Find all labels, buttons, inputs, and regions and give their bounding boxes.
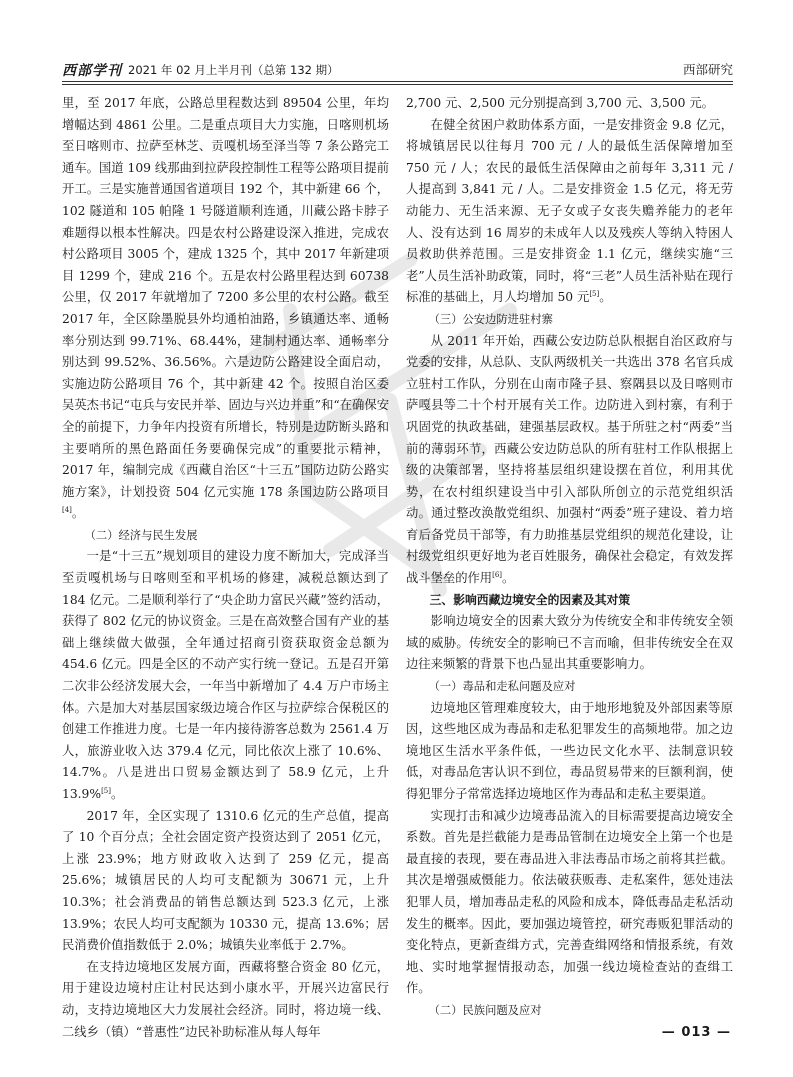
body-paragraph (406, 93, 733, 115)
paragraph-end: 。 (599, 290, 612, 305)
subsection-heading (406, 309, 733, 331)
paragraph-text: 一是“十三五”规划项目的建设力度不断加大，完成泽当至贡嘎机场与日喀则至和平机场的修建，减税总额达到了 184 亿元。二是顺利举行了“央企助力富民兴藏”签约活动，获得了 802 亿元的协议资金。三是在高效整合国有产业的基础上继续做大做强，全年通过招商引资获取资金总额为 454.6 亿元。四是全区的不动产实行统一登记。五是召开第二次非公经济发展大会，一年当中新增加了 4.4 万户市场主体。六是加大对基层国家级边境合作区与拉萨综合保税区的创建工作推进力度。七是一年内接待游客总数为 2561.4 万人，旅游业收入达 379.4 亿元，同比依次上涨了 10.6%、14.7%。八是进出口贸易金额达到了 58.9 亿元，上升 13.9% (62, 549, 389, 801)
issue-info: 2021 年 02 月上半月刊（总第 132 期） (128, 63, 339, 77)
paragraph-text: 从 2011 年开始，西藏公安边防总队根据自治区政府与党委的安排，从总队、支队两级机关一共选出 378 名官兵成立驻村工作队，分别在山南市隆子县、察隅县以及日喀则市萨嘎县等二十个村开展有关工作。边防进入到村寨，有利于巩固党的执政基础，建强基层政权。基于所驻之村“两委”当前的薄弱环节，西藏公安边防总队的所有驻村工作队根据上级的决策部署，坚持将基层组织建设摆在首位，利用其优势，在农村组织建设当中引入部队所创立的示范党组织活动。通过整改涣散党组织、加强村“两委”班子建设、着力培育后备党员干部等，有力助推基层党组织的规范化建设，让村级党组织更好地为老百姓服务，确保社会稳定，有效发挥战斗堡垒的作用 (406, 333, 733, 586)
body-paragraph (406, 611, 733, 676)
paragraph-text: 边境地区管理难度较大，由于地形地貌及外部因素等原因，这些地区成为毒品和走私犯罪发生的高频地带。加之边境地区生活水平条件低，一些边民文化水平、法制意识较低，对毒品危害认识不到位，毒品贸易带来的巨额利润，使得犯罪分子常常选择边境地区作为毒品和走私主要渠道。 (406, 700, 733, 801)
paragraph-text: （三）公安边防进驻村寨 (428, 312, 553, 326)
paragraph-text: （二）经济与民生发展 (84, 528, 198, 542)
paragraph-text: 在健全贫困户救助体系方面，一是安排资金 9.8 亿元，将城镇居民以往每月 700 元 / 人的最低生活保障增加至 750 元 / 人；农民的最低生活保障由之前每年 3,311 元 / 人提高到 3,841 元 / 人。二是安排资金 1.5 亿元，将无劳动能力、无生活来源、无子女或子女丧失赡养能力的老年人、没有达到 16 周岁的未成年人以及残疾人等纳入特困人员救助供养范围。三是安排资金 1.1 亿元，继续实施“三老”人员生活补助政策，同时，将“三老”人员生活补贴在现行标准的基础上，月人均增加 50 元 (406, 117, 733, 305)
left-column (62, 93, 389, 1043)
page-number: — 013 — (661, 1025, 731, 1040)
header-rule-top (62, 81, 733, 82)
subsection-heading (406, 1000, 733, 1022)
paragraph-text: （一）毒品和走私问题及应对 (428, 680, 576, 694)
right-column (406, 93, 733, 1022)
page-header (62, 60, 733, 80)
paragraph-end: 。 (111, 787, 124, 801)
paragraph-text: 实现打击和减少边境毒品流入的目标需要提高边境安全系数。首先是拦截能力是毒品管制在边境安全上第一个也是最直接的表现，要在毒品进入非法毒品市场之前将其拦截。其次是增强威慑能力。依法破获贩毒、走私案件，惩处违法犯罪人员，增加毒品走私的风险和成本，降低毒品走私活动发生的概率。因此，要加强边境管控，研究毒贩犯罪活动的变化特点，更新查缉方式，完善查缉网络和情报系统，有效地、实时地掌握情报动态，加强一线边境检查站的查缉工作。 (406, 808, 733, 996)
subsection-heading (62, 525, 389, 547)
body-paragraph (406, 806, 733, 1000)
paragraph-text: 影响边境安全的因素大致分为传统安全和非传统安全领域的威胁。传统安全的影响已不言而喻，但非传统安全在双边往来频繁的背景下也凸显出其重要影响力。 (406, 614, 733, 672)
citation-ref: [6] (492, 570, 503, 579)
body-paragraph (406, 698, 733, 806)
section-heading (406, 590, 733, 612)
journal-masthead (62, 60, 339, 80)
body-paragraph (406, 331, 733, 590)
body-paragraph (62, 806, 389, 957)
paragraph-end: 。 (502, 571, 515, 586)
body-paragraph (62, 546, 389, 805)
header-rule-bottom (62, 84, 733, 85)
paragraph-text: 三、影响西藏边境安全的因素及其对策 (429, 592, 631, 607)
citation-ref: [5] (101, 786, 111, 795)
subsection-heading (406, 676, 733, 698)
citation-ref: [5] (589, 290, 600, 299)
journal-logo: 西部学刊 (62, 63, 122, 79)
paragraph-end: 。 (71, 506, 85, 521)
body-paragraph (406, 115, 733, 309)
body-paragraph (62, 957, 389, 1043)
paragraph-text: （二）民族问题及应对 (428, 1003, 542, 1017)
paragraph-text: 2017 年，全区实现了 1310.6 亿元的生产总值，提高了 10 个百分点；全社会固定资产投资达到了 2051 亿元，上涨 23.9%；地方财政收入达到了 259 亿元，提高 25.6%；城镇居民的人均可支配额为 30671 元，上升 10.3%；社会消费品的销售总额达到 523.3 亿元，上涨 13.9%；农民人均可支配额为 10330 元，提高 13.6%；居民消费价值指数低于 2.0%；城镇失业率低于 2.7%。 (62, 808, 389, 953)
paragraph-text: 里，至 2017 年底，公路总里程数达到 89504 公里，年均增幅达到 4861 公里。二是重点项目大力实施，日喀则机场至日喀则市、拉萨至林芝、贡嘎机场至泽当等 7 条公路完工通车。国道 109 线那曲到拉萨段控制性工程等公路项目提前开工。三是实施普通国省道项目 192 个，其中新建 66 个，102 隧道和 105 帕隆 1 号隧道顺利连通，川藏公路卡脖子难题得以根本性解决。四是农村公路建设深入推进，完成农村公路项目 3005 个，建成 1325 个，其中 2017 年新建项目 1299 个，建成 216 个。五是农村公路里程达到 60738 公里，仅 2017 年就增加了 7200 多公里的农村公路。截至 2017 年，全区除墨脱县外均通柏油路，乡镇通达率、通畅率分别达到 99.71%、68.44%，建制村通达率、通畅率分别达到 99.52%、36.56%。六是边防公路建设全面启动，实施边防公路项目 76 个，其中新建 42 个。按照自治区委吴英杰书记“屯兵与安民并举、固边与兴边并重”和“在确保安全的前提下，力争年内投资有所增长，特别是边防断头路和主要哨所的黑色路面任务要确保完成”的重要批示精神，2017 年，编制完成《西藏自治区“十三五”国防边防公路实施方案》，计划投资 504 亿元实施 178 条国边防公路项目 (62, 96, 389, 499)
citation-ref: [4] (62, 506, 72, 515)
body-paragraph (62, 93, 389, 525)
section-title: 西部研究 (682, 62, 733, 77)
paragraph-text: 2,700 元、2,500 元分别提高到 3,700 元、3,500 元。 (406, 96, 714, 110)
paragraph-text: 在支持边境地区发展方面，西藏将整合资金 80 亿元，用于建设边境村庄让村民达到小康水平，开展兴边富民行动，支持边境地区大力发展社会经济。同时，将边境一线、二线乡（镇）“普惠性”边民补助标准从每人每年 (62, 959, 389, 1039)
